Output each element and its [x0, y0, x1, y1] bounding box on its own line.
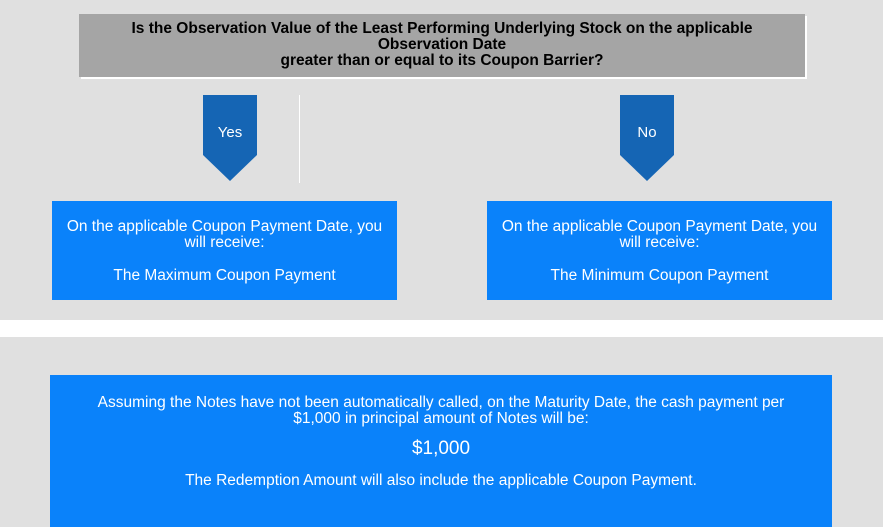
yes-result-line-2: will receive: — [184, 234, 265, 251]
yes-result-line-1: On the applicable Coupon Payment Date, you — [66, 218, 383, 235]
yes-result-line-3: The Maximum Coupon Payment — [113, 267, 336, 284]
maturity-note: The Redemption Amount will also include the applicable Coupon Payment. — [185, 472, 697, 489]
maturity-amount: $1,000 — [411, 438, 471, 459]
no-result-line-1: On the applicable Coupon Payment Date, you — [501, 218, 818, 235]
no-result-line-3: The Minimum Coupon Payment — [550, 267, 769, 284]
no-label: No — [637, 124, 657, 141]
maturity-box — [50, 375, 832, 527]
no-result-line-2: will receive: — [619, 234, 700, 251]
yes-result-box — [52, 201, 397, 300]
question-line-3: greater than or equal to its Coupon Barrier? — [280, 52, 604, 69]
question-box — [79, 14, 805, 77]
maturity-line-1: Assuming the Notes have not been automatically called, on the Maturity Date, the cash payment per — [97, 394, 785, 411]
yes-label: Yes — [217, 124, 243, 141]
question-line-1: Is the Observation Value of the Least Performing Underlying Stock on the applicable — [131, 20, 753, 37]
divider-line — [299, 95, 300, 183]
maturity-line-2: $1,000 in principal amount of Notes will be: — [293, 410, 589, 427]
no-result-box — [487, 201, 832, 300]
question-line-2: Observation Date — [377, 36, 507, 53]
yes-arrow — [203, 95, 257, 181]
no-arrow — [620, 95, 674, 181]
